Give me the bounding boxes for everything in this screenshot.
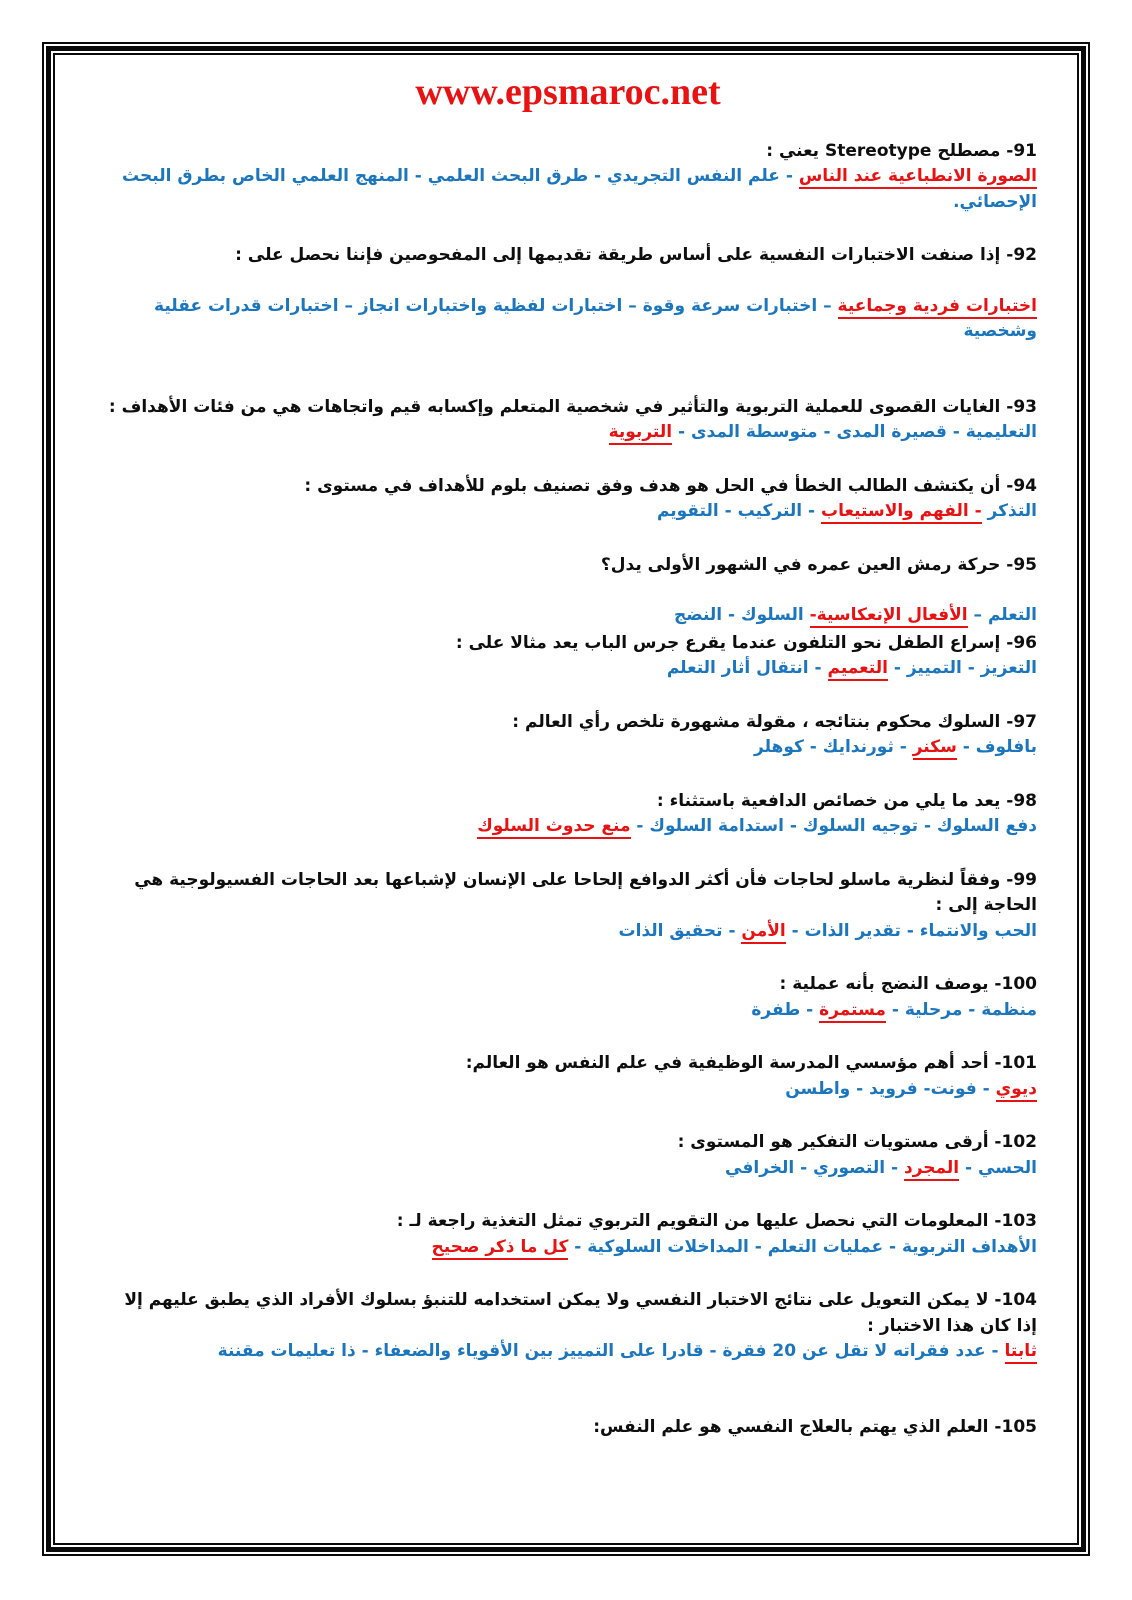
correct-answer: الأمن bbox=[741, 921, 785, 944]
question-text: 102- أرقى مستويات التفكير هو المستوى : bbox=[677, 1132, 1037, 1153]
question-block bbox=[99, 1130, 1037, 1181]
answer-options bbox=[99, 1235, 1037, 1261]
question-block bbox=[99, 553, 1037, 629]
correct-answer: التربوية bbox=[609, 422, 672, 445]
question-block bbox=[99, 1415, 1037, 1441]
answer-options bbox=[99, 603, 1037, 629]
answer-options bbox=[99, 998, 1037, 1024]
answer-options bbox=[99, 1077, 1037, 1103]
answer-options-suffix: - فونت- فرويد - واطسن bbox=[785, 1078, 996, 1099]
question-text: 99- وفقاً لنظرية ماسلو لحاجات فأن أكثر الدوافع إلحاحا على الإنسان لإشباعها بعد الحاجات الفسيولوجية هي الحاجة إلى : bbox=[134, 869, 1037, 916]
questions-list bbox=[99, 139, 1037, 1441]
question-text: 105- العلم الذي يهتم بالعلاج النفسي هو علم النفس: bbox=[593, 1416, 1037, 1437]
correct-answer: - الفهم والاستيعاب bbox=[821, 501, 982, 524]
question-text: 98- يعد ما يلي من خصائص الدافعية باستثناء : bbox=[656, 790, 1037, 811]
question-block bbox=[99, 139, 1037, 216]
question-block bbox=[99, 710, 1037, 761]
correct-answer: المجرد bbox=[904, 1158, 959, 1181]
site-url-header: www.epsmaroc.net bbox=[415, 71, 721, 113]
answer-options-suffix: - طفرة bbox=[751, 999, 820, 1020]
question-text: 103- المعلومات التي نحصل عليها من التقويم التربوي تمثل التغذية راجعة لـ : bbox=[396, 1211, 1037, 1232]
answer-options bbox=[99, 420, 1037, 446]
question-block bbox=[99, 972, 1037, 1023]
answer-options bbox=[99, 735, 1037, 761]
question-text: 95- حركة رمش العين عمره في الشهور الأولى يدل؟ bbox=[600, 554, 1037, 575]
question-text: 92- إذا صنفت الاختبارات النفسية على أساس طريقة تقديمها إلى المفحوصين فإننا نحصل على : bbox=[235, 245, 1037, 266]
answer-options bbox=[99, 164, 1037, 215]
answer-options bbox=[99, 1156, 1037, 1182]
question-text: 91- مصطلح Stereotype يعني : bbox=[766, 140, 1037, 161]
answer-options-suffix: – اختبارات سرعة وقوة – اختبارات لفظية واختبارات انجاز – اختبارات قدرات عقلية وشخصية bbox=[154, 295, 1037, 342]
answer-options-prefix: منظمة - مرحلية - bbox=[885, 999, 1037, 1020]
correct-answer: كل ما ذكر صحيح bbox=[432, 1237, 569, 1260]
correct-answer: الأفعال الإنعكاسية- bbox=[810, 605, 968, 628]
question-text: 93- الغايات القصوى للعملية التربوية والتأثير في شخصية المتعلم وإكسابه قيم واتجاهات هي من فئات الأهداف : bbox=[108, 396, 1037, 417]
answer-options-prefix: بافلوف - bbox=[956, 737, 1037, 758]
question-text: 101- أحد أهم مؤسسي المدرسة الوظيفية في علم النفس هو العالم: bbox=[465, 1053, 1037, 1074]
question-text: 97- السلوك محكوم بنتائجه ، مقولة مشهورة تلخص رأي العالم : bbox=[512, 711, 1037, 732]
answer-options-prefix: التذكر bbox=[981, 501, 1037, 522]
question-text: 94- أن يكتشف الطالب الخطأ في الحل هو هدف وفق تصنيف بلوم للأهداف في مستوى : bbox=[304, 475, 1037, 496]
correct-answer: الصورة الانطباعية عند الناس bbox=[799, 166, 1037, 189]
correct-answer: اختبارات فردية وجماعية bbox=[838, 296, 1037, 319]
answer-options bbox=[99, 499, 1037, 525]
answer-options bbox=[99, 814, 1037, 840]
correct-answer: ثابتا bbox=[1005, 1341, 1037, 1364]
correct-answer: التعميم bbox=[828, 658, 888, 681]
question-block bbox=[99, 631, 1037, 682]
answer-options-suffix: السلوك - النضج bbox=[673, 605, 810, 626]
answer-options-prefix: الحسي - bbox=[959, 1157, 1037, 1178]
answer-options-prefix: التعليمية - قصيرة المدى - متوسطة المدى - bbox=[672, 422, 1037, 443]
question-block bbox=[99, 395, 1037, 446]
answer-options-suffix: - عدد فقراته لا تقل عن 20 فقرة - قادرا على التمييز بين الأقوياء والضعفاء - ذا تعليمات مقننة bbox=[217, 1341, 1005, 1362]
page-border-thick bbox=[46, 46, 1086, 1552]
question-block bbox=[99, 474, 1037, 525]
page-content-area bbox=[53, 53, 1079, 1545]
answer-options-suffix: - تحقيق الذات bbox=[618, 920, 742, 941]
answer-options-suffix: - التركيب - التقويم bbox=[656, 501, 822, 522]
question-block bbox=[99, 868, 1037, 945]
answer-options-prefix: الأهداف التربوية - عمليات التعلم - المداخلات السلوكية - bbox=[568, 1236, 1037, 1257]
answer-options-prefix: الحب والانتماء - تقدير الذات - bbox=[785, 920, 1037, 941]
question-text: 104- لا يمكن التعويل على نتائج الاختبار النفسي ولا يمكن استخدامه للتنبؤ بسلوك الأفراد الذي يطبق عليهم إلا إذا كان هذا الاختبار : bbox=[124, 1290, 1037, 1336]
answer-options bbox=[99, 1339, 1037, 1365]
question-block bbox=[99, 1288, 1037, 1365]
answer-options-suffix: - علم النفس التجريدي - طرق البحث العلمي - المنهج العلمي الخاص بطرق البحث الإحصائي. bbox=[122, 166, 1037, 212]
correct-answer: سكنر bbox=[913, 737, 957, 760]
question-block bbox=[99, 789, 1037, 840]
correct-answer: مستمرة bbox=[819, 1000, 886, 1023]
answer-options-suffix: - ثورندايك - كوهلر bbox=[754, 737, 913, 758]
correct-answer: ديوي bbox=[996, 1079, 1037, 1102]
page-border-outer bbox=[42, 42, 1090, 1556]
correct-answer: منع حدوث السلوك bbox=[477, 816, 630, 839]
question-block bbox=[99, 1051, 1037, 1102]
answer-options bbox=[99, 294, 1037, 345]
answer-options bbox=[99, 656, 1037, 682]
answer-options-suffix: - التصوري - الخرافي bbox=[725, 1157, 904, 1178]
answer-options-suffix: - انتقال أثار التعلم bbox=[666, 658, 828, 679]
answer-options-prefix: دفع السلوك - توجيه السلوك - استدامة السلوك - bbox=[630, 816, 1037, 837]
answer-options-prefix: التعزيز - التمييز - bbox=[887, 658, 1037, 679]
question-block bbox=[99, 243, 1037, 345]
question-text: 96- إسراع الطفل نحو التلفون عندما يقرع جرس الباب يعد مثالا على : bbox=[455, 632, 1037, 653]
question-text: 100- يوصف النضج بأنه عملية : bbox=[779, 974, 1037, 995]
answer-options bbox=[99, 919, 1037, 945]
answer-options-prefix: التعلم – bbox=[967, 605, 1037, 626]
question-block bbox=[99, 1209, 1037, 1260]
